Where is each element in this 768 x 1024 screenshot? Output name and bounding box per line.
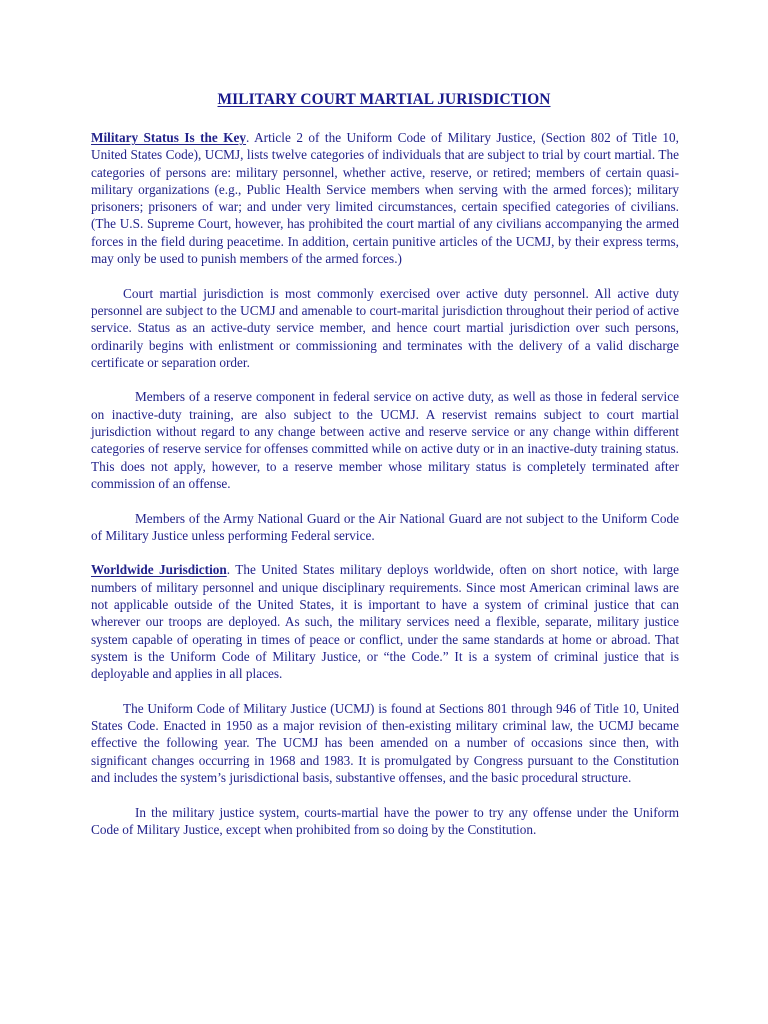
paragraph-courts-martial-power: In the military justice system, courts-martial have the power to try any offense under the Uniform Code of Military Justice, except when prohibited from so doing by the Constitution. (91, 804, 679, 837)
paragraph-military-status (91, 129, 679, 267)
paragraph-spacer (91, 683, 679, 700)
paragraph-spacer (91, 267, 679, 284)
paragraph-spacer (91, 786, 679, 803)
paragraph-spacer (91, 492, 679, 509)
paragraph-spacer (91, 544, 679, 561)
paragraph-ucmj-history: The Uniform Code of Military Justice (UCMJ) is found at Sections 801 through 946 of Title 10, United States Code. Enacted in 1950 as a major revision of then-existing military criminal law, the UCMJ became effective the following year. The UCMJ has been amended on a number of occasions since then, with significant changes occurring in 1968 and 1983. It is promulgated by Congress pursuant to the Constitution and includes the system’s jurisdictional basis, substantive offenses, and the basic procedural structure. (91, 700, 679, 785)
paragraph-worldwide-jurisdiction (91, 561, 679, 682)
page-title: MILITARY COURT MARTIAL JURISDICTION (217, 91, 551, 108)
document-body (91, 129, 679, 838)
section-heading-worldwide-jurisdiction: Worldwide Jurisdiction (91, 562, 227, 578)
paragraph-reserve-component: Members of a reserve component in federal service on active duty, as well as those in federal service on inactive-duty training, are also subject to the UCMJ. A reservist remains subject to court martial jurisdiction without regard to any change between active and reserve service or any change within different categories of reserve service for offenses committed while on active duty or in an inactive-duty training status. This does not apply, however, to a reserve member whose military status is completely terminated after commission of an offense. (91, 389, 679, 491)
paragraph-active-duty: Court martial jurisdiction is most commonly exercised over active duty personnel. All active duty personnel are subject to the UCMJ and amenable to court-marital jurisdiction throughout their period of active service. Status as an active-duty service member, and hence court martial jurisdiction over such persons, ordinarily begins with enlistment or commissioning and terminates with the delivery of a valid discharge certificate or separation order. (91, 285, 679, 370)
paragraph-text: . The United States military deploys worldwide, often on short notice, with large numbers of military personnel and unique disciplinary requirements. Since most American criminal laws are not applicable outside of the United States, it is important to have a system of criminal justice that can wherever our troops are deployed. As such, the military services need a flexible, separate, military justice system capable of operating in times of peace or conflict, under the same standards at home or abroad. That system is the Uniform Code of Military Justice, or “the Code.” It is a system of criminal justice that is deployable and applies in all places. (91, 562, 679, 682)
paragraph-spacer (91, 371, 679, 388)
paragraph-national-guard: Members of the Army National Guard or the Air National Guard are not subject to the Uniform Code of Military Justice unless performing Federal service. (91, 510, 679, 543)
paragraph-text: . Article 2 of the Uniform Code of Military Justice, (Section 802 of Title 10, United States Code), UCMJ, lists twelve categories of individuals that are subject to trial by court martial. The categories of persons are: military personnel, whether active, reserve, or retired; members of certain quasi-military organizations (e.g., Public Health Service members when serving with the armed forces); military prisoners; prisoners of war; and under very limited circumstances, certain specified categories of civilians. (The U.S. Supreme Court, however, has prohibited the court martial of any civilians accompanying the armed forces in the field during peacetime. In addition, certain punitive articles of the UCMJ, by their express terms, may only be used to punish members of the armed forces.) (91, 130, 679, 267)
section-heading-military-status: Military Status Is the Key (91, 130, 247, 145)
